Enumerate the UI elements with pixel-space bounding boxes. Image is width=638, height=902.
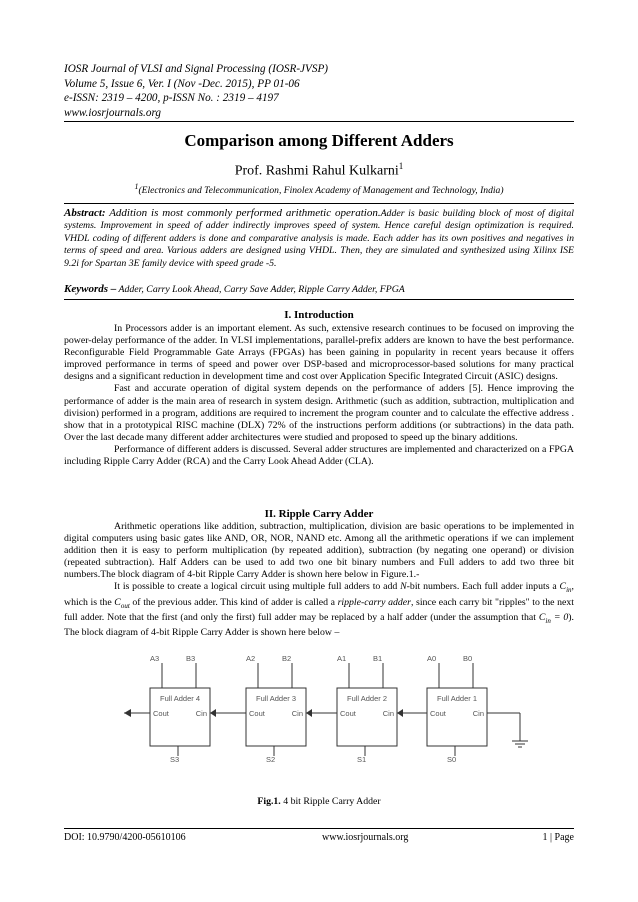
full-adder-label: Full Adder 1 [436, 694, 478, 703]
keywords-text: Adder, Carry Look Ahead, Carry Save Adder, Ripple Carry Adder, FPGA [118, 284, 405, 295]
abstract-text: Adder is basic building block of most of digital systems. Improvement in speed of adder indirectly improves speed of system. Hence careful design optimization is required. VHDL coding of different adders is done and comparative analysis is made. Each adder has its own positives and negatives in terms of speed and area. Various adders are designed using VHDL. Then, they are simulated and synthesized using Xilinx ISE 9.2i for Spartan 3E family device with speed grade -5. [64, 208, 574, 269]
keywords-label: Keywords – [64, 283, 117, 295]
ripple-carry-adder-diagram [110, 653, 540, 783]
cin-label: Cin [472, 709, 484, 718]
section-1-heading: I. Introduction [284, 309, 354, 321]
abstract [64, 207, 574, 270]
input-b-label: B3 [186, 654, 196, 663]
abstract-lead: Addition is most commonly performed arithmetic operation. [109, 207, 381, 219]
input-a-label: A1 [337, 654, 347, 663]
section-1-paragraph: Fast and accurate operation of digital system depends on the performance of adders [5]. Hence improving the performance of adder is the main area of research in system design. Arithmetic (such as addition, subtraction, multiplication and division) performed in a program, additions are required to increment the program counter and to calculate the effective address . show that in a prototypical RISC machine (DLX) 72% of the instructions perform additions (or subtractions) in the data path. Over the last decade many different adder architectures were studied and proposed to speed up the binary additions. [64, 383, 574, 443]
footer-doi: DOI: 10.9790/4200-05610106 [64, 832, 186, 843]
section-1-paragraph: Performance of different adders is discussed. Several adder structures are implemented and characterized on a FPGA including Ripple Carry Adder (RCA) and the Carry Look Ahead Adder (CLA). [64, 443, 574, 468]
full-adder-label: Full Adder 3 [255, 694, 297, 703]
abstract-rule-bottom [64, 299, 574, 300]
section-1-paragraph: In Processors adder is an important element. As such, extensive research continues to be focused on improving the power-delay performance of the adder. In VLSI implementations, parallel-prefix adders are known to have the best performance. Reconfigurable Field Programmable Gate Arrays (FPGAs) has been gaining in popularity in recent years because it offers improved performance in terms of speed and power over DSP-based and microprocessor-based solutions for many practical designs and a significant reduction in development time and cost over Application Specific Integrated Circuit (ASIC) designs. [64, 323, 574, 383]
abstract-rule-top [64, 203, 574, 204]
cin-label: Cin [291, 709, 303, 718]
journal-header [64, 62, 574, 120]
carry-arrowhead [306, 709, 312, 717]
section-2-body [64, 521, 574, 639]
figure-caption [0, 796, 638, 807]
sum-label: S3 [170, 755, 180, 764]
input-a-label: A2 [246, 654, 256, 663]
sum-label: S2 [266, 755, 276, 764]
keywords [64, 283, 574, 295]
input-a-label: A0 [427, 654, 437, 663]
cout-label: Cout [153, 709, 169, 718]
input-b-label: B2 [282, 654, 292, 663]
carry-arrowhead [397, 709, 403, 717]
sum-label: S1 [357, 755, 367, 764]
journal-website[interactable]: www.iosrjournals.org [64, 106, 161, 119]
author-sup: 1 [398, 161, 404, 171]
sum-label: S0 [447, 755, 457, 764]
paper-affiliation [0, 182, 638, 196]
cout-label: Cout [249, 709, 265, 718]
section-2-heading: II. Ripple Carry Adder [264, 508, 374, 520]
cin-label: Cin [382, 709, 394, 718]
journal-name: IOSR Journal of VLSI and Signal Processing (IOSR-JVSP) [64, 63, 328, 75]
paper-title: Comparison among Different Adders [184, 131, 454, 150]
carry-arrowhead [210, 709, 216, 717]
section-1-body [64, 323, 574, 468]
figure-caption-label: Fig.1. [257, 796, 281, 807]
cout-label: Cout [430, 709, 446, 718]
figure-caption-text: 4 bit Ripple Carry Adder [280, 796, 381, 807]
section-2-paragraph: It is possible to create a logical circuit using multiple full adders to add N-bit numbers. Each full adder inputs a $C_{in}$, which is the $C_{out}$ of the previous adder. This kind of adder is called a ripple-carry adder, since each carry bit "ripples" to the next full adder. Note that the first (and only the first) full adder may be replaced by a half adder (under the assumption that $C_{in} = 0$). The block diagram of 4-bit Ripple Carry Adder is shown here below – [64, 581, 574, 638]
input-b-label: B0 [463, 654, 473, 663]
paper-author [0, 161, 638, 180]
full-adder-label: Full Adder 4 [159, 694, 201, 703]
header-rule [64, 121, 574, 122]
section-2-paragraph: Arithmetic operations like addition, subtraction, multiplication, division are basic operations to be implemented in digital computers using basic gates like AND, OR, NOR, NAND etc. Among all the arithmetic operations if we can implement addition then it is easy to perform multiplication (by repeated addition), subtraction (by negating one operand) or division (repeated subtraction). Half Adders can be used to add two one bit binary numbers and Full adders to add two three bit numbers.The block diagram of 4-bit Ripple Carry Adder is shown here below in Figure.1.- [64, 521, 574, 581]
affiliation-text: (Electronics and Telecommunication, Finolex Academy of Management and Technology, India) [138, 185, 504, 197]
abstract-label: Abstract: [64, 207, 106, 219]
journal-volume: Volume 5, Issue 6, Ver. I (Nov -Dec. 2015), PP 01-06 [64, 77, 300, 90]
input-a-label: A3 [150, 654, 160, 663]
footer-site[interactable]: www.iosrjournals.org [322, 832, 409, 843]
cout-label: Cout [340, 709, 356, 718]
author-name: Prof. Rashmi Rahul Kulkarni [234, 163, 399, 179]
journal-issn: e-ISSN: 2319 – 4200, p-ISSN No. : 2319 – 4197 [64, 92, 279, 105]
final-carry-out-arrowhead [124, 709, 131, 717]
cin-label: Cin [195, 709, 207, 718]
affiliation-sup: 1 [134, 182, 139, 191]
full-adder-label: Full Adder 2 [346, 694, 388, 703]
footer-page: 1 | Page [542, 832, 574, 843]
input-b-label: B1 [373, 654, 383, 663]
footer-rule [64, 828, 574, 829]
